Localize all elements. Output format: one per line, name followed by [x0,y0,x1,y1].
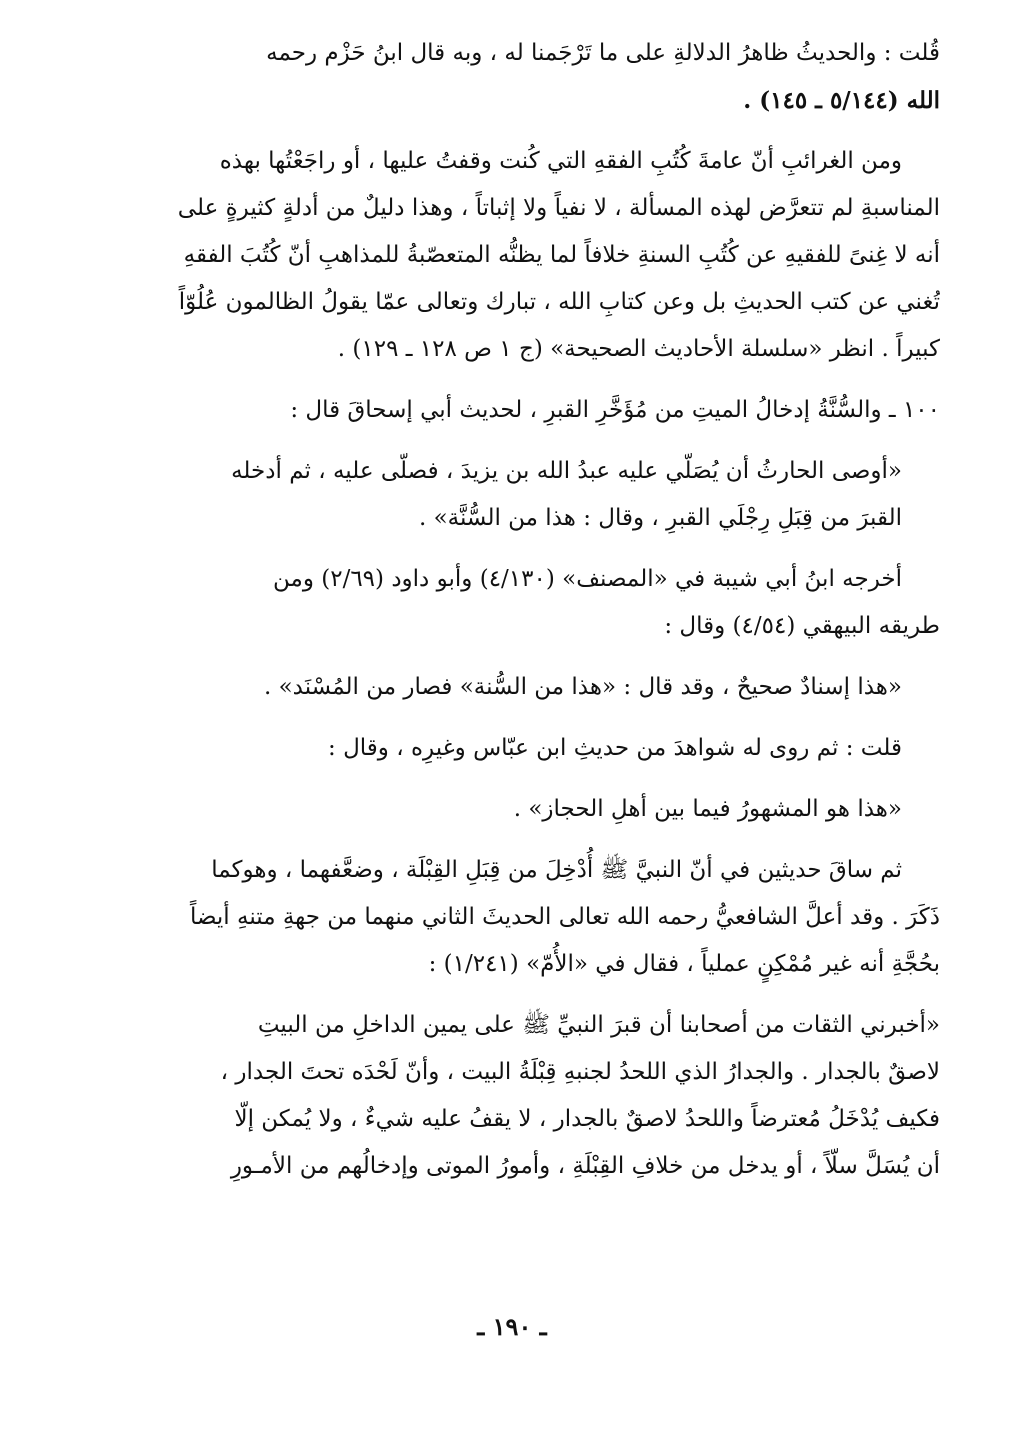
text-line: أنه لا غِنىً للفقيهِ عن كُتُبِ السنةِ خلافاً لما يظنُّه المتعصّبةُ للمذاهبِ أنّ كُتُبَ الفقهِ [183,242,940,268]
text-line: ثم ساقَ حديثين في أنّ النبيَّ ﷺ أُدْخِلَ من قِبَلِ القِبْلَة ، وضعَّفهما ، وهوكما [211,857,902,883]
paragraph-quote-umm [74,1002,940,1190]
text-line: «هذا هو المشهورُ فيما بين أهلِ الحجاز» . [513,796,902,822]
paragraph-quote-harith [74,448,940,542]
paragraph-shafii [74,847,940,988]
paragraph-author-note [74,30,940,124]
text-line: تُغني عن كتب الحديثِ بل وعن كتابِ الله ، تبارك وتعالى عمّا يقولُ الظالمون عُلُوّاً [178,289,940,315]
paragraph-quote-hijaz [74,786,940,833]
text-line: بحُجَّةِ أنه غير مُمْكِنٍ عملياً ، فقال في «الأُمّ» (١/٢٤١) : [428,951,940,977]
paragraph-takhrij [74,556,940,650]
paragraph-fiqh-books [74,138,940,373]
text-line: الله (٥/١٤٤ ـ ١٤٥) . [743,87,940,114]
text-line: كبيراً . انظر «سلسلة الأحاديث الصحيحة» (ج ١ ص ١٢٨ ـ ١٢٩) . [337,336,940,362]
text-line: أخرجه ابنُ أبي شيبة في «المصنف» (٤/١٣٠) وأبو داود (٢/٦٩) ومن [272,566,902,592]
text-line: لاصقٌ بالجدار . والجدارُ الذي اللحدُ لجنبهِ قِبْلَةُ البيت ، وأنّ لَحْدَه تحتَ الجدار ، [220,1059,940,1085]
paragraph-shawahid [74,725,940,772]
text-line: «أوصى الحارثُ أن يُصَلّي عليه عبدُ الله بن يزيدَ ، فصلّى عليه ، ثم أدخله [231,458,902,484]
text-line: طريقه البيهقي (٤/٥٤) وقال : [664,613,940,639]
paragraph-numbered-100 [74,387,940,434]
text-line: فكيف يُدْخَلُ مُعترضاً واللحدُ لاصقٌ بالجدار ، لا يقفُ عليه شيءٌ ، ولا يُمكن إلّا [234,1106,940,1132]
text-line: قُلت : والحديثُ ظاهرُ الدلالةِ على ما تَرْجَمنا له ، وبه قال ابنُ حَزْم رحمه [266,40,940,66]
text-line: ومن الغرائبِ أنّ عامةَ كُتُبِ الفقهِ التي كُنت وقفتُ عليها ، أو راجَعْتُها بهذه [219,148,902,174]
text-line: «هذا إسنادٌ صحيحٌ ، وقد قال : «هذا من السُّنة» فصار من المُسْنَد» . [263,674,902,700]
text-line: القبرَ من قِبَلِ رِجْلَي القبرِ ، وقال : هذا من السُّنَّة» . [418,505,902,531]
text-line: ١٠٠ ـ والسُّنَّةُ إدخالُ الميتِ من مُؤَخَّرِ القبرِ ، لحديث أبي إسحاقَ قال : [290,397,940,423]
text-line: المناسبةِ لم تتعرَّض لهذه المسألة ، لا نفياً ولا إثباتاً ، وهذا دليلٌ من أدلةٍ كثيرةٍ على [177,195,940,221]
document-page [74,30,940,1390]
text-line: قلت : ثم روى له شواهدَ من حديثِ ابن عبّاس وغيرِه ، وقال : [328,735,902,761]
text-line: «أخبرني الثقات من أصحابنا أن قبرَ النبيِّ ﷺ على يمين الداخلِ من البيتِ [257,1012,940,1038]
text-line: ذَكَرَ . وقد أعلَّ الشافعيُّ رحمه الله تعالى الحديثَ الثاني منهما من جهةِ متنهِ أيضاً [189,904,940,930]
paragraph-quote-isnad [74,664,940,711]
page-number: ـ ١٩٠ ـ [477,1312,547,1341]
text-line: أن يُسَلَّ سلّاً ، أو يدخل من خلافِ القِبْلَةِ ، وأمورُ الموتى وإدخالُهم من الأمـورِ [230,1153,940,1179]
